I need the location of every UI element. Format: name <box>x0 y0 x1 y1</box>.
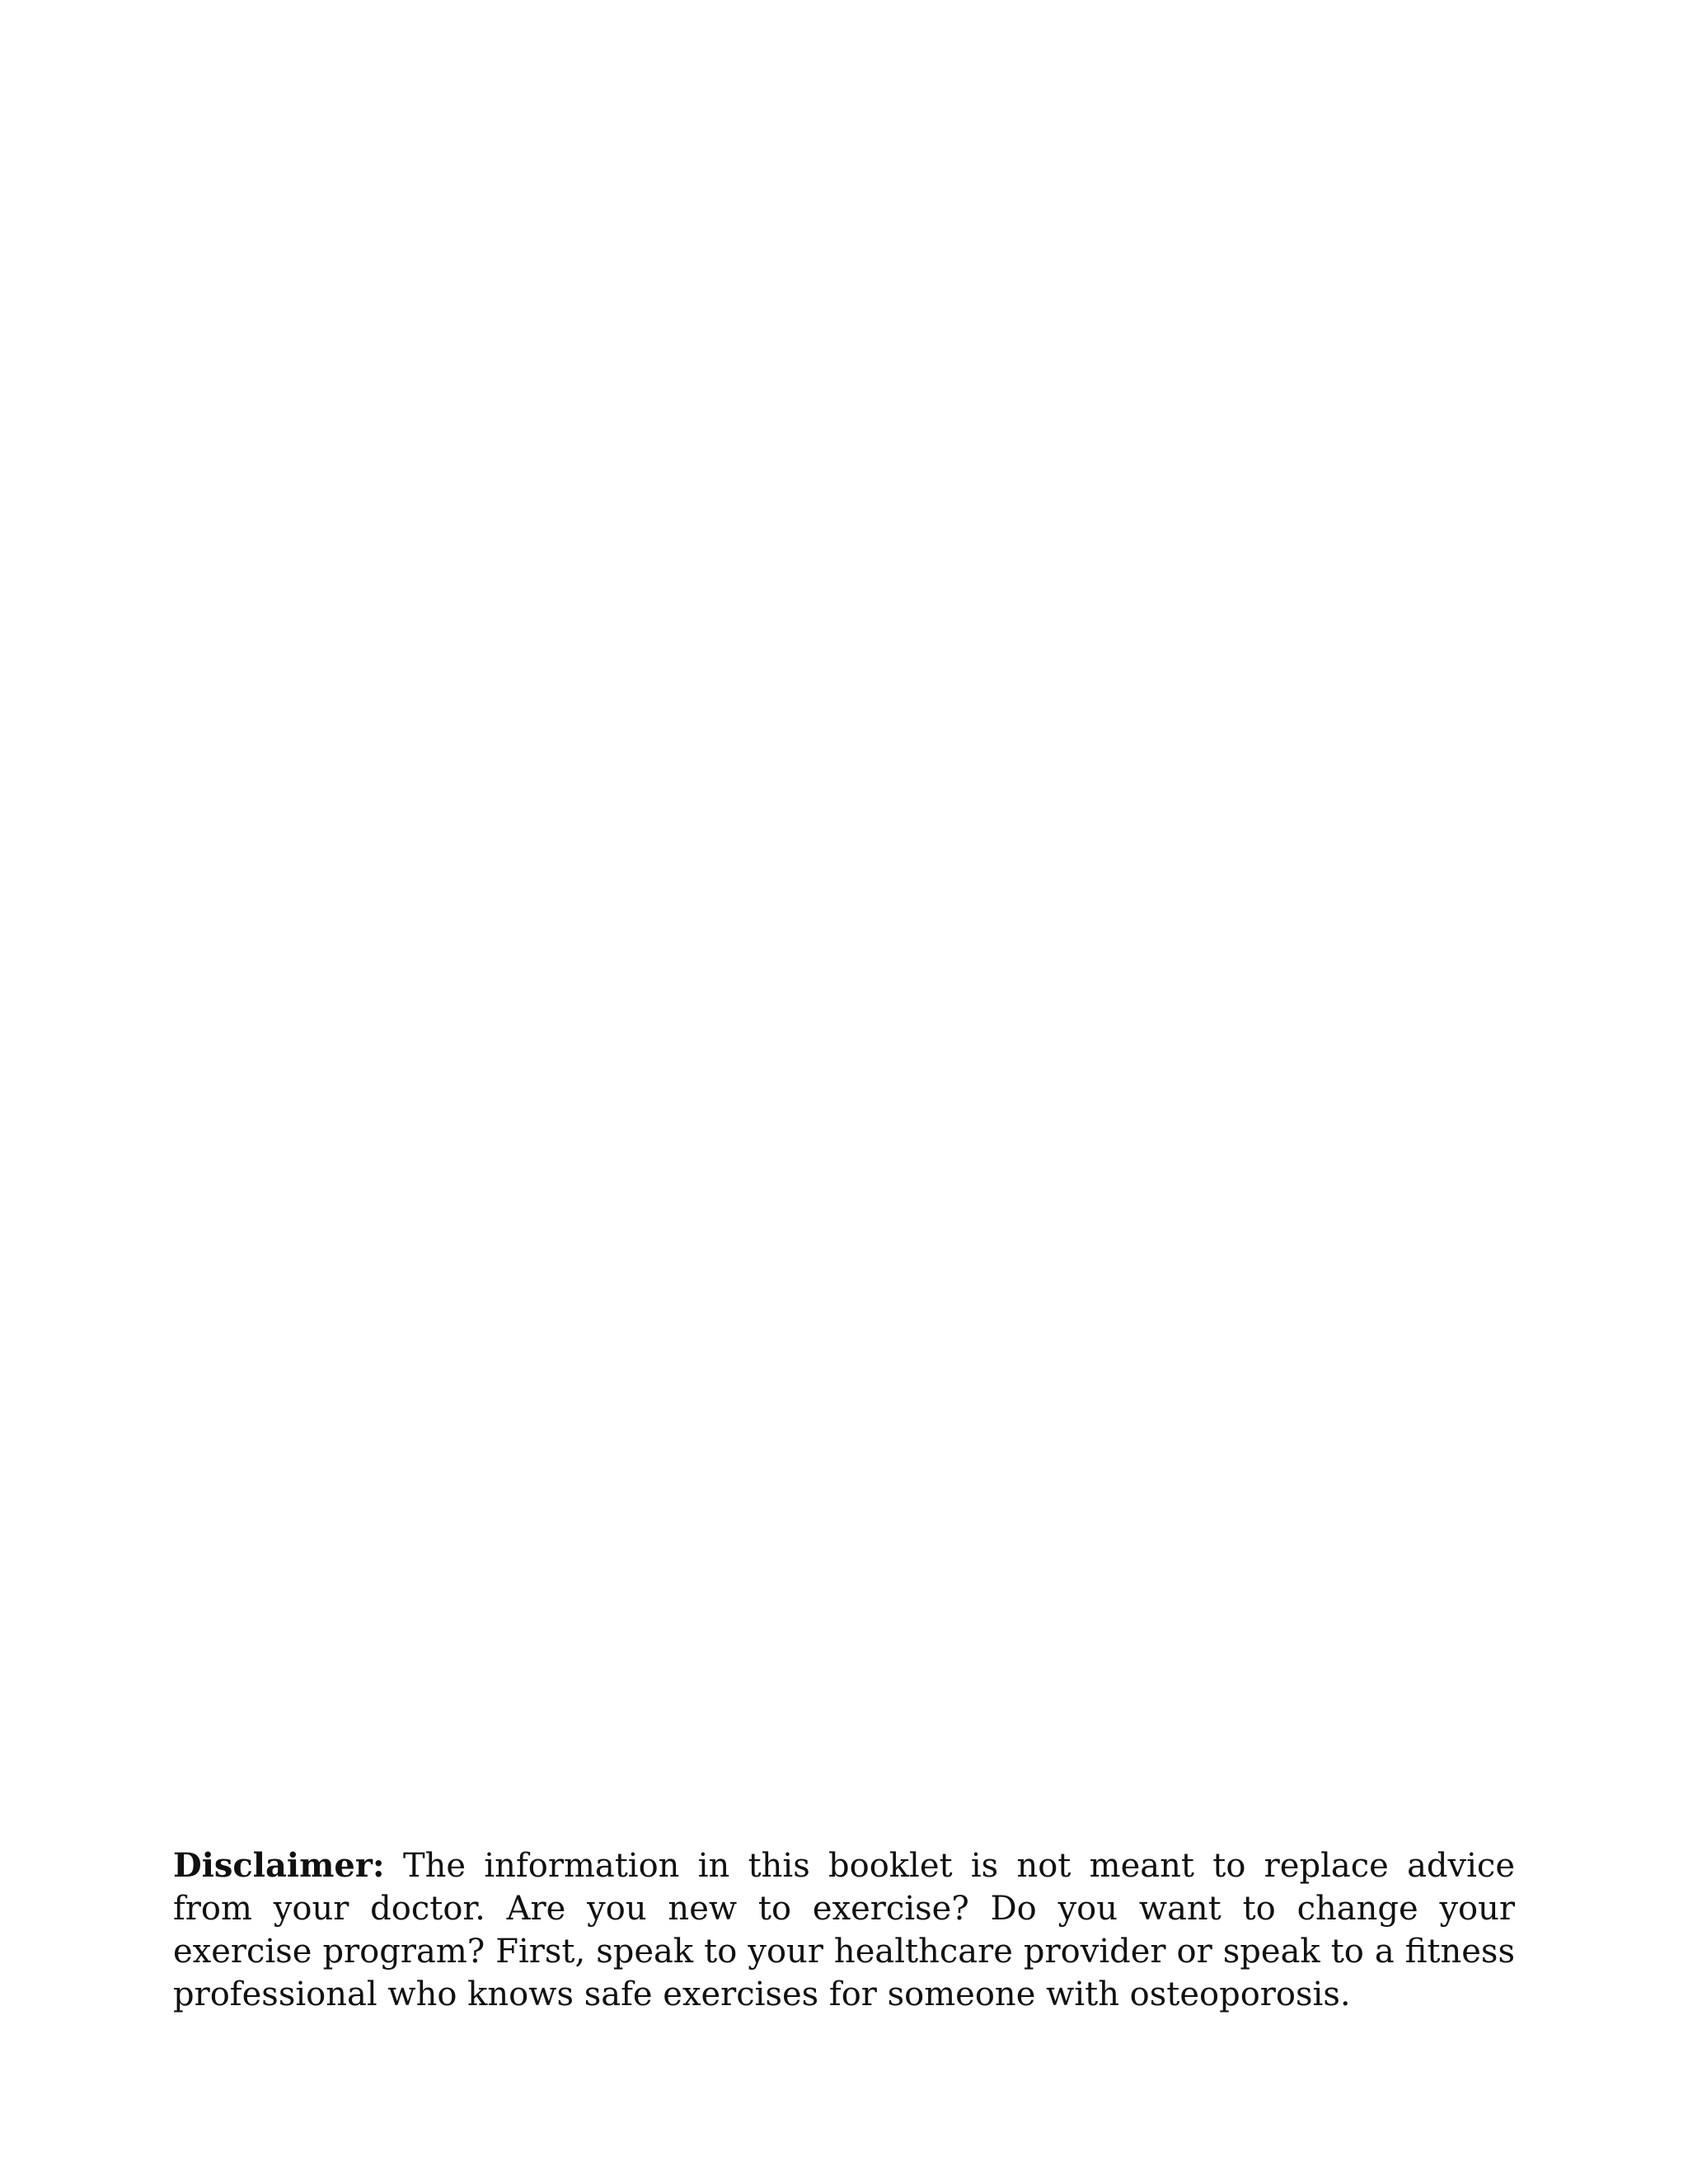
disclaimer-text: The information in this booklet is not meant to replace advice from your doctor. Are you new to exercise? Do you want to change your exercise program? First, speak to your healthcare provider or speak to a fitness professional who knows safe exercises for someone with osteoporosis. <box>173 1847 1516 2013</box>
disclaimer-label: Disclaimer: <box>173 1846 385 1885</box>
disclaimer-paragraph <box>173 1844 1515 2016</box>
